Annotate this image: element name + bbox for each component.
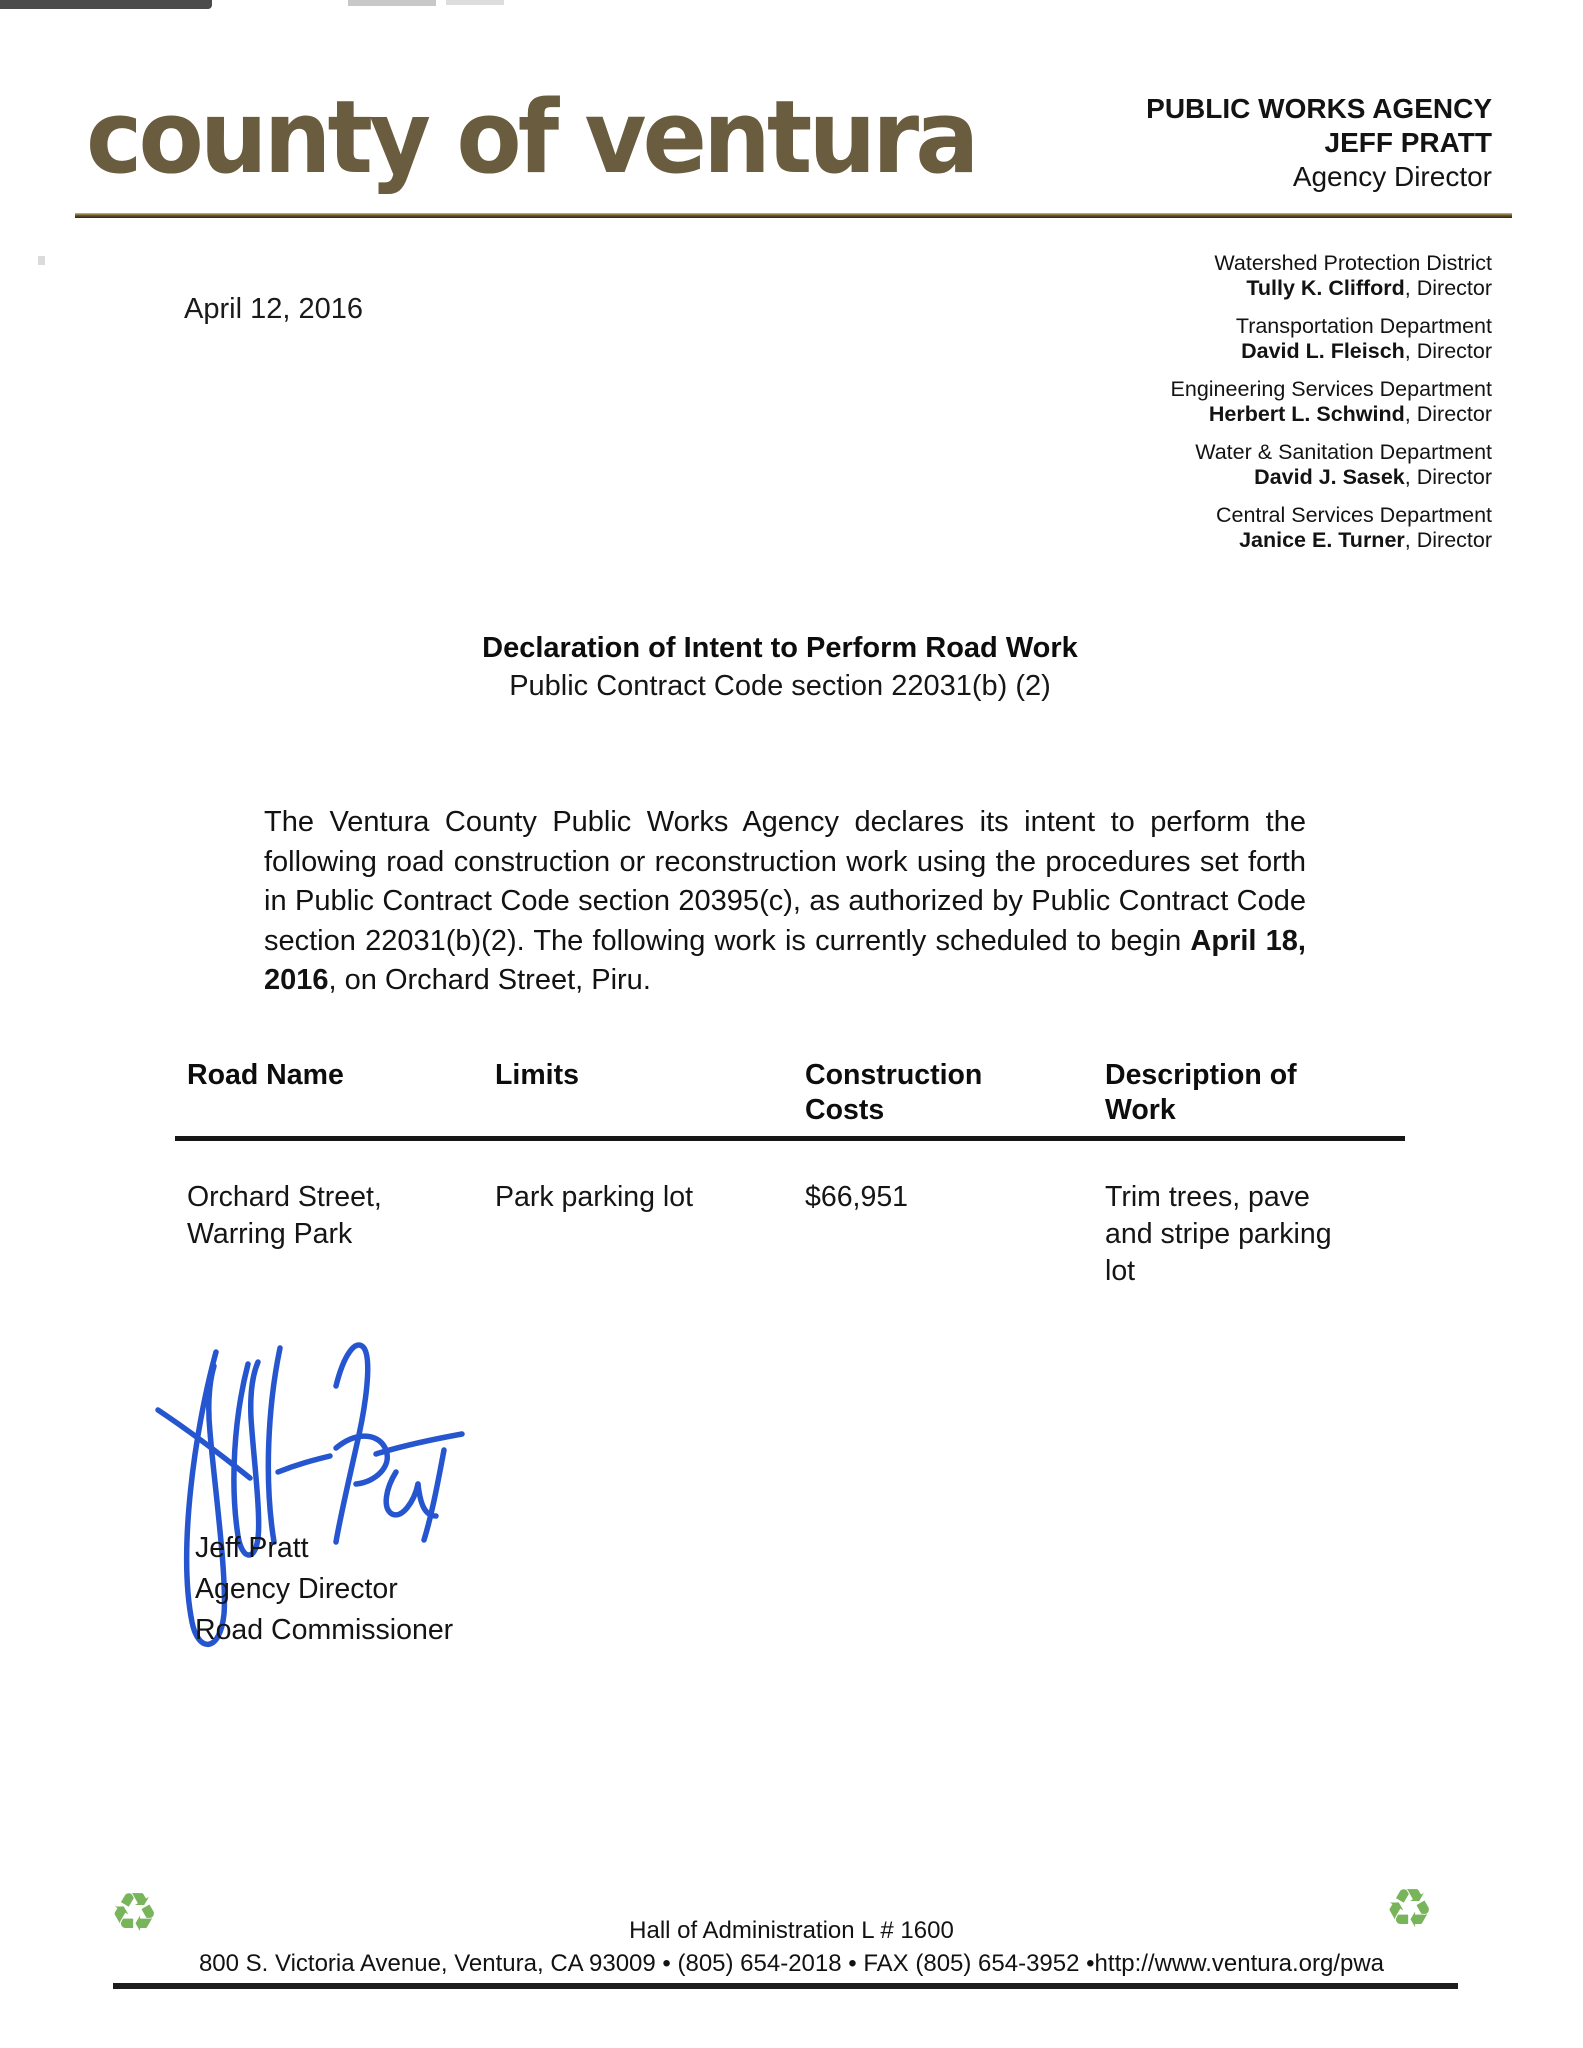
director-name: Janice E. Turner (1239, 528, 1405, 552)
column-header-description-of-work: Description of Work (1105, 1059, 1297, 1126)
department-entry (1171, 251, 1492, 301)
director-role: , Director (1404, 276, 1492, 300)
department-director (1171, 528, 1492, 553)
signer-title-1: Agency Director (195, 1573, 398, 1605)
column-header-construction-costs: Construction Costs (805, 1059, 983, 1126)
cell-road-name: Orchard Street, Warring Park (187, 1181, 382, 1250)
footer-hall-line: Hall of Administration L # 1600 (629, 1917, 954, 1944)
department-director (1171, 276, 1492, 301)
agency-director-name: JEFF PRATT (1324, 127, 1492, 158)
scan-artifact (0, 0, 212, 9)
agency-director-title: Agency Director (1292, 161, 1492, 192)
department-name: Central Services Department (1215, 503, 1492, 527)
footer-divider (113, 1983, 1458, 1989)
scan-artifact (38, 256, 45, 265)
letter-date: April 12, 2016 (184, 293, 363, 325)
director-role: , Director (1404, 465, 1492, 489)
document-subtitle: Public Contract Code section 22031(b) (2) (509, 670, 1051, 702)
column-header-road-name: Road Name (187, 1059, 344, 1091)
scan-artifact (446, 0, 504, 5)
county-logo: county of ventura (86, 79, 976, 197)
body-text: The Ventura County Public Works Agency declares its intent to perform the following road construction or reconstruction work using the procedures set forth in Public Contract Code section 20395(c), as authorized by Public Contract Code section 22031(b)(2). The following work is currently scheduled to begin (264, 806, 1306, 957)
director-name: Tully K. Clifford (1246, 276, 1405, 300)
department-name: Transportation Department (1235, 314, 1492, 338)
director-name: David J. Sasek (1254, 465, 1405, 489)
director-role: , Director (1404, 528, 1492, 552)
road-work-table (175, 1058, 1405, 1290)
department-director (1171, 402, 1492, 427)
department-name: Watershed Protection District (1214, 251, 1492, 275)
department-entry (1171, 314, 1492, 364)
body-paragraph (264, 803, 1306, 1001)
cell-description-of-work: Trim trees, pave and stripe parking lot (1105, 1181, 1332, 1287)
department-name: Water & Sanitation Department (1195, 440, 1492, 464)
recycle-icon: ♻ (1385, 1877, 1434, 1940)
director-name: David L. Fleisch (1241, 339, 1405, 363)
agency-name: PUBLIC WORKS AGENCY (1146, 93, 1492, 124)
department-director (1171, 465, 1492, 490)
agency-header (1146, 92, 1492, 194)
director-name: Herbert L. Schwind (1208, 402, 1405, 426)
cell-construction-costs: $66,951 (805, 1181, 909, 1213)
signer-name: Jeff Pratt (195, 1532, 309, 1564)
department-entry (1171, 503, 1492, 553)
document-title: Declaration of Intent to Perform Road Work (482, 632, 1078, 664)
column-header-limits: Limits (495, 1059, 579, 1091)
department-name: Engineering Services Department (1170, 377, 1492, 401)
director-role: , Director (1404, 402, 1492, 426)
department-entry (1171, 440, 1492, 490)
department-director (1171, 339, 1492, 364)
signer-title-2: Road Commissioner (195, 1614, 454, 1646)
table-row (175, 1179, 1405, 1290)
cell-limits: Park parking lot (495, 1181, 694, 1213)
recycle-icon: ♻ (110, 1881, 159, 1944)
start-date: April 18, 2016 (264, 924, 1306, 996)
scan-artifact (348, 0, 436, 6)
document-title-block (260, 630, 1300, 706)
body-text-end: , on Orchard Street, Piru. (328, 964, 651, 996)
header-divider (75, 213, 1512, 218)
signature-block (195, 1528, 453, 1651)
table-header-row (175, 1058, 1405, 1141)
departments-list (1171, 251, 1492, 566)
department-entry (1171, 377, 1492, 427)
director-role: , Director (1404, 339, 1492, 363)
footer-address-line: 800 S. Victoria Avenue, Ventura, CA 93009 • (805) 654-2018 • FAX (805) 654-3952 •http://www.ventura.org/pwa (198, 1950, 1385, 1977)
